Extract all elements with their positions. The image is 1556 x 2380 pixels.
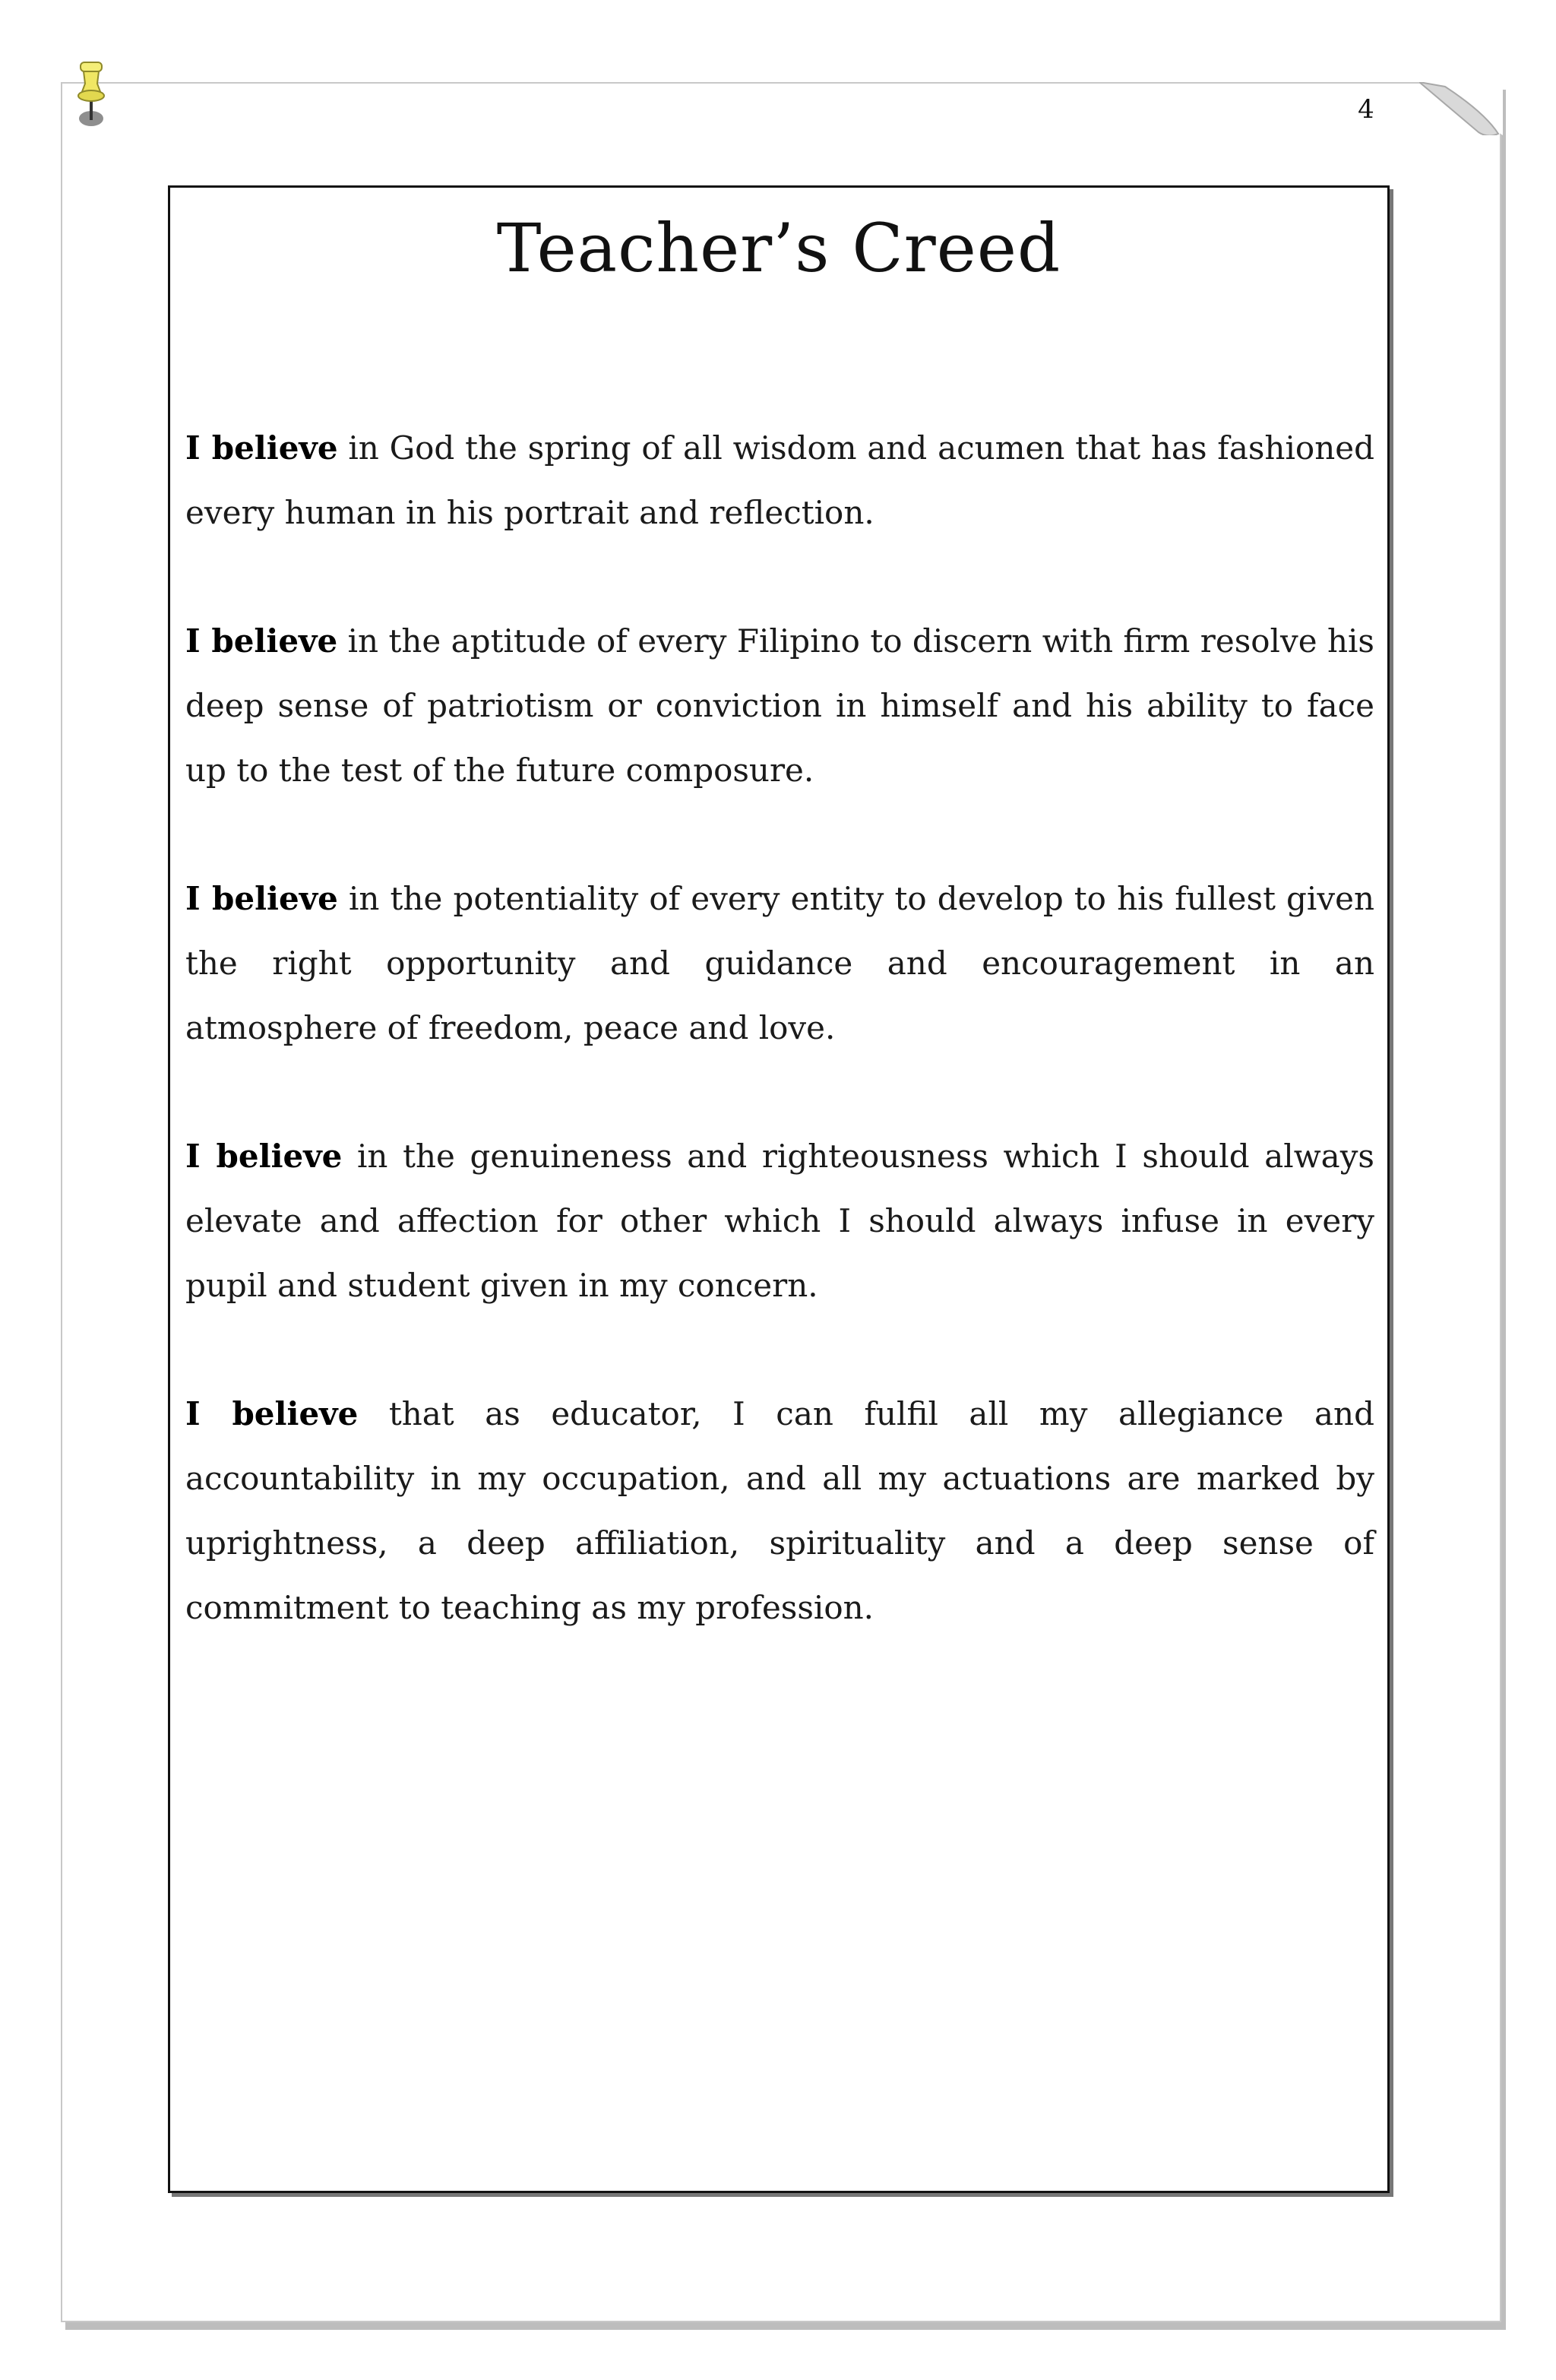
creed-paragraph bbox=[185, 866, 1374, 1060]
page-curl-icon bbox=[1419, 82, 1503, 135]
creed-lead: I believe bbox=[185, 880, 338, 917]
page-title: Teacher’s Creed bbox=[496, 209, 1061, 287]
creed-paragraph bbox=[185, 1381, 1374, 1640]
creed-paragraph bbox=[185, 609, 1374, 802]
creed-text: in God the spring of all wisdom and acumen that has fashioned every human in his portrait and reflection. bbox=[185, 429, 1374, 531]
creed-text: in the aptitude of every Filipino to discern with firm resolve his deep sense of patriotism or conviction in himself and his ability to face up to the test of the future composure. bbox=[185, 622, 1374, 789]
creed-paragraph bbox=[185, 416, 1374, 545]
creed-lead: I believe bbox=[185, 1395, 359, 1432]
creed-lead: I believe bbox=[185, 622, 338, 660]
creed-body bbox=[185, 416, 1374, 1704]
creed-lead: I believe bbox=[185, 1138, 343, 1175]
creed-text: that as educator, I can fulfil all my allegiance and accountability in my occupation, and all my actuations are marked by uprightness, a deep affiliation, spirituality and a deep sense of commitment to teaching as my profession. bbox=[185, 1395, 1374, 1626]
page-number: 4 bbox=[1358, 94, 1374, 125]
creed-frame bbox=[168, 185, 1390, 2193]
creed-text: in the potentiality of every entity to develop to his fullest given the right opportunity and guidance and encouragement in an atmosphere of freedom, peace and love. bbox=[185, 880, 1374, 1046]
pushpin-icon bbox=[65, 58, 114, 131]
creed-text: in the genuineness and righteousness which I should always elevate and affection for other which I should always infuse in every pupil and student given in my concern. bbox=[185, 1138, 1374, 1304]
creed-lead: I believe bbox=[185, 429, 338, 467]
creed-paragraph bbox=[185, 1124, 1374, 1318]
